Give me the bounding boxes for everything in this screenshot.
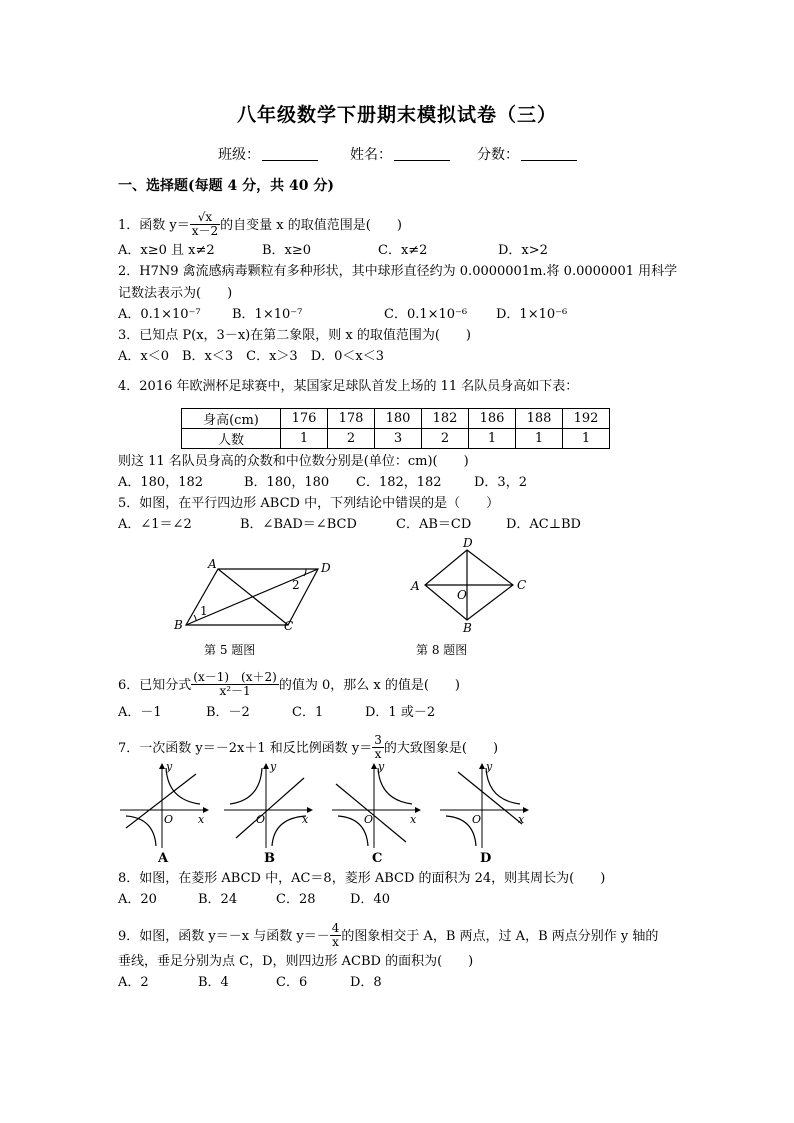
hyperbola-branch-1 bbox=[230, 768, 262, 804]
question-9 bbox=[118, 923, 658, 950]
q1-text-post: 的自变量 x 的取值范围是( ) bbox=[220, 218, 402, 233]
q4-option-d: D．3，2 bbox=[474, 475, 527, 490]
q1-option-b: B．x≥0 bbox=[262, 243, 312, 258]
question-3: 3．已知点 P(x，3－x)在第二象限，则 x 的取值范围为( ) bbox=[118, 328, 471, 343]
q7-fraction bbox=[372, 734, 384, 761]
page-title: 八年级数学下册期末模拟试卷（三） bbox=[236, 104, 557, 126]
q1-option-c: C．x≠2 bbox=[378, 243, 428, 258]
q7-text-post: 的大致图象是( ) bbox=[383, 741, 499, 756]
question-2-line2: 记数法表示为( ) bbox=[118, 286, 233, 301]
score-label: 分数： bbox=[477, 147, 519, 163]
q9-fraction bbox=[330, 922, 342, 949]
class-label: 班级： bbox=[218, 147, 260, 163]
table-cell: 186 bbox=[469, 409, 516, 429]
hyperbola-branch-2 bbox=[126, 816, 156, 846]
y-axis-label: y bbox=[166, 760, 173, 773]
section-heading: 一、选择题(每题 4 分，共 40 分) bbox=[118, 178, 334, 194]
q9-numerator: 4 bbox=[331, 921, 340, 935]
q6-option-c: C．1 bbox=[292, 705, 324, 720]
y-axis-label: y bbox=[486, 760, 493, 773]
question-4: 4．2016 年欧洲杯足球赛中，某国家足球队首发上场的 11 名队员身高如下表： bbox=[118, 379, 579, 394]
table-cell: 182 bbox=[422, 409, 469, 429]
q4-option-c: C．182，182 bbox=[356, 475, 442, 490]
name-label: 姓名： bbox=[350, 147, 392, 163]
q6-denominator: x²－1 bbox=[191, 684, 279, 698]
vertex-b-label: B bbox=[463, 621, 472, 635]
angle-1-arc bbox=[194, 615, 196, 621]
table-row bbox=[182, 429, 610, 449]
angle-1-label: 1 bbox=[200, 604, 208, 618]
q4-option-b: B．180，180 bbox=[244, 475, 330, 490]
origin-label: O bbox=[256, 813, 266, 826]
hyperbola-branch-2 bbox=[272, 816, 306, 846]
question-5: 5．如图，在平行四边形 ABCD 中，下列结论中错误的是（ ） bbox=[118, 496, 500, 511]
vertex-a-label: A bbox=[411, 579, 420, 593]
line-graph bbox=[458, 772, 522, 824]
q6-option-a: A．－1 bbox=[118, 705, 162, 720]
hyperbola-branch-1 bbox=[166, 768, 200, 804]
q1-fraction bbox=[190, 211, 220, 238]
name-blank bbox=[394, 146, 450, 161]
q6-numerator: (x－1) (x＋2) bbox=[193, 670, 277, 684]
q8-option-c: C．28 bbox=[276, 892, 316, 907]
center-o-label: O bbox=[457, 588, 467, 602]
class-field bbox=[218, 146, 318, 164]
q1-denominator: x－2 bbox=[191, 224, 219, 238]
q8-option-b: B．24 bbox=[198, 892, 238, 907]
table-cell: 2 bbox=[328, 429, 375, 449]
origin-label: O bbox=[472, 813, 482, 826]
q6-fraction bbox=[191, 671, 279, 698]
question-8: 8．如图，在菱形 ABCD 中，AC＝8，菱形 ABCD 的面积为 24，则其周长为( ) bbox=[118, 871, 606, 886]
class-blank bbox=[262, 146, 318, 161]
q9-text-pre: 9．如图，函数 y＝－x 与函数 y＝－ bbox=[118, 929, 330, 944]
q2-option-b: B．1×10⁻⁷ bbox=[232, 307, 303, 322]
score-blank bbox=[521, 146, 577, 161]
y-axis-label: y bbox=[270, 760, 277, 773]
q3-options: A．x＜0 B．x＜3 C．x＞3 D．0＜x＜3 bbox=[118, 349, 384, 364]
table-row bbox=[182, 409, 610, 429]
q7-graph-d bbox=[438, 760, 532, 852]
table-cell: 1 bbox=[281, 429, 328, 449]
question-1 bbox=[118, 212, 402, 239]
q7-label-a: A bbox=[158, 851, 169, 866]
vertex-c-label: C bbox=[517, 578, 527, 592]
q7-graph-c bbox=[330, 760, 424, 852]
q7-graph-b bbox=[222, 760, 316, 852]
q7-label-b: B bbox=[264, 851, 275, 866]
table-cell: 188 bbox=[516, 409, 563, 429]
q1-text-pre: 1．函数 y＝ bbox=[118, 218, 190, 233]
q1-option-d: D．x>2 bbox=[498, 243, 548, 258]
figure-5-parallelogram bbox=[170, 555, 340, 635]
question-9-line2: 垂线，垂足分别为点 C，D，则四边形 ACBD 的面积为( ) bbox=[118, 954, 474, 969]
x-axis-label: x bbox=[302, 813, 309, 826]
question-2-line1: 2．H7N9 禽流感病毒颗粒有多种形状，其中球形直径约为 0.0000001m.将 0.0000001 用科学 bbox=[118, 264, 678, 279]
q9-option-b: B．4 bbox=[198, 975, 229, 990]
figure-8-caption: 第 8 题图 bbox=[416, 643, 468, 657]
line-graph bbox=[236, 778, 304, 838]
q9-denominator: x bbox=[330, 935, 342, 949]
q6-option-b: B．－2 bbox=[206, 705, 250, 720]
q9-option-d: D．8 bbox=[350, 975, 382, 990]
q9-option-a: A．2 bbox=[118, 975, 149, 990]
table-cell: 176 bbox=[281, 409, 328, 429]
angle-2-arc bbox=[304, 569, 306, 576]
origin-label: O bbox=[164, 813, 174, 826]
q1-numerator: √x bbox=[197, 210, 213, 224]
q7-denominator: x bbox=[372, 747, 384, 761]
q2-option-d: D．1×10⁻⁶ bbox=[496, 307, 568, 322]
q6-option-d: D．1 或－2 bbox=[365, 705, 436, 720]
table-cell: 180 bbox=[375, 409, 422, 429]
origin-label: O bbox=[364, 813, 374, 826]
x-axis-label: x bbox=[198, 813, 205, 826]
vertex-d-label: D bbox=[463, 536, 473, 550]
angle-2-label: 2 bbox=[292, 578, 300, 592]
q6-text-post: 的值为 0，那么 x 的值是( ) bbox=[278, 678, 460, 693]
height-table bbox=[181, 408, 610, 449]
table-cell: 2 bbox=[422, 429, 469, 449]
q8-option-d: D．40 bbox=[350, 892, 390, 907]
table-cell: 1 bbox=[516, 429, 563, 449]
figure-8-rhombus bbox=[405, 536, 535, 636]
table-cell: 1 bbox=[469, 429, 516, 449]
q5-option-a: A．∠1＝∠2 bbox=[118, 517, 192, 532]
q9-option-c: C．6 bbox=[276, 975, 308, 990]
table-cell: 192 bbox=[563, 409, 610, 429]
question-6 bbox=[118, 672, 460, 699]
figure-5-caption: 第 5 题图 bbox=[204, 643, 256, 657]
x-axis-label: x bbox=[518, 813, 525, 826]
q5-option-c: C．AB＝CD bbox=[396, 517, 472, 532]
q7-numerator: 3 bbox=[374, 733, 382, 747]
x-axis-label: x bbox=[410, 813, 417, 826]
question-7 bbox=[118, 735, 498, 762]
q5-option-b: B．∠BAD＝∠BCD bbox=[240, 517, 357, 532]
table-cell: 3 bbox=[375, 429, 422, 449]
q1-option-a: A．x≥0 且 x≠2 bbox=[118, 243, 215, 258]
vertex-a-label: A bbox=[208, 557, 217, 571]
q7-text-pre: 7．一次函数 y＝－2x＋1 和反比例函数 y＝ bbox=[118, 741, 373, 756]
vertex-b-label: B bbox=[174, 618, 183, 632]
q4-option-a: A．180，182 bbox=[118, 475, 204, 490]
q6-text-pre: 6．已知分式 bbox=[118, 678, 192, 693]
q5-option-d: D．AC⊥BD bbox=[506, 517, 581, 532]
y-axis-label: y bbox=[378, 760, 385, 773]
q2-option-a: A．0.1×10⁻⁷ bbox=[118, 307, 201, 322]
question-4-after: 则这 11 名队员身高的众数和中位数分别是(单位：cm)( ) bbox=[118, 454, 469, 469]
vertex-d-label: D bbox=[321, 561, 331, 575]
hyperbola-branch-1 bbox=[378, 768, 412, 804]
vertex-c-label: C bbox=[284, 619, 294, 633]
score-field bbox=[477, 146, 577, 164]
q7-label-d: D bbox=[480, 851, 492, 866]
q7-graph-a bbox=[118, 760, 212, 852]
q7-label-c: C bbox=[372, 851, 383, 866]
table-header-count: 人数 bbox=[182, 429, 281, 449]
table-cell: 1 bbox=[563, 429, 610, 449]
table-header-height: 身高(cm) bbox=[182, 409, 281, 429]
name-field bbox=[350, 146, 450, 164]
q2-option-c: C．0.1×10⁻⁶ bbox=[384, 307, 468, 322]
line-graph bbox=[126, 774, 196, 828]
table-cell: 178 bbox=[328, 409, 375, 429]
q9-text-post: 的图象相交于 A，B 两点，过 A，B 两点分别作 y 轴的 bbox=[341, 929, 659, 944]
q8-option-a: A．20 bbox=[118, 892, 157, 907]
